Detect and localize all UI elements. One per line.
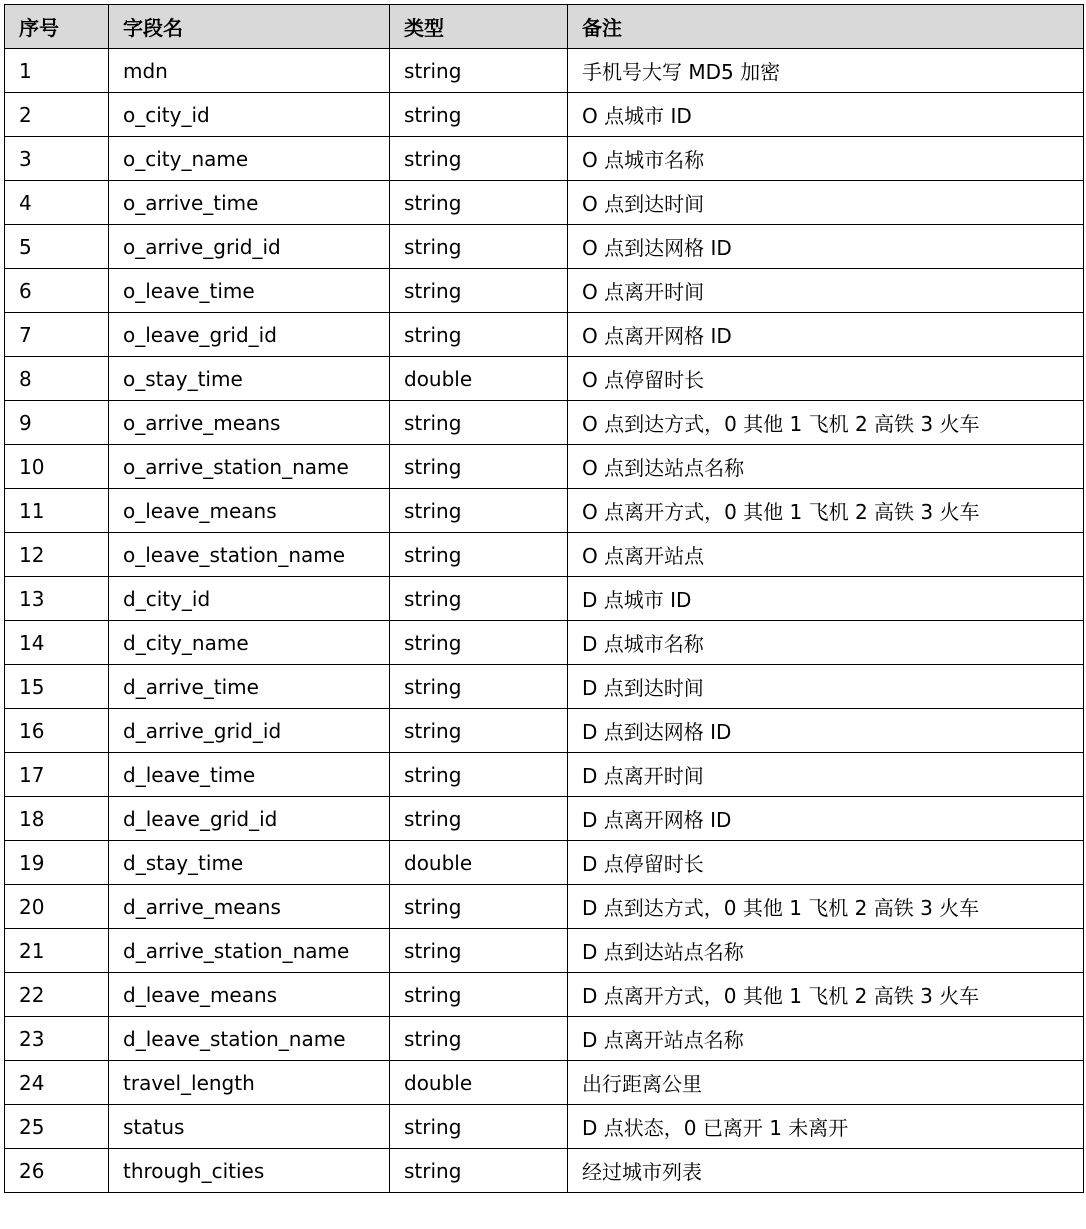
cell-remark: D 点离开时间 (568, 753, 1084, 797)
cell-type: string (390, 1149, 568, 1193)
cell-remark: O 点离开网格 ID (568, 313, 1084, 357)
cell-field-name: o_city_id (109, 93, 390, 137)
cell-index: 22 (5, 973, 109, 1017)
cell-remark: D 点离开网格 ID (568, 797, 1084, 841)
cell-field-name: d_city_id (109, 577, 390, 621)
cell-field-name: o_city_name (109, 137, 390, 181)
cell-type: double (390, 1061, 568, 1105)
cell-remark: O 点离开方式，0 其他 1 飞机 2 高铁 3 火车 (568, 489, 1084, 533)
table-row (5, 1017, 1084, 1061)
cell-remark: O 点城市名称 (568, 137, 1084, 181)
table-header-row (5, 5, 1084, 49)
table-row (5, 401, 1084, 445)
cell-remark: O 点到达方式，0 其他 1 飞机 2 高铁 3 火车 (568, 401, 1084, 445)
table-row (5, 225, 1084, 269)
cell-index: 3 (5, 137, 109, 181)
cell-type: double (390, 841, 568, 885)
cell-field-name: o_leave_station_name (109, 533, 390, 577)
table-row (5, 445, 1084, 489)
cell-type: string (390, 445, 568, 489)
cell-type: string (390, 93, 568, 137)
cell-index: 7 (5, 313, 109, 357)
cell-index: 21 (5, 929, 109, 973)
table-row (5, 49, 1084, 93)
cell-remark: D 点离开方式，0 其他 1 飞机 2 高铁 3 火车 (568, 973, 1084, 1017)
table-row (5, 665, 1084, 709)
table-row (5, 621, 1084, 665)
cell-type: string (390, 533, 568, 577)
cell-field-name: through_cities (109, 1149, 390, 1193)
header-remark: 备注 (568, 5, 1084, 49)
cell-index: 12 (5, 533, 109, 577)
cell-field-name: d_leave_means (109, 973, 390, 1017)
cell-index: 11 (5, 489, 109, 533)
table-row (5, 181, 1084, 225)
cell-remark: O 点到达时间 (568, 181, 1084, 225)
cell-remark: 出行距离公里 (568, 1061, 1084, 1105)
cell-remark: 经过城市列表 (568, 1149, 1084, 1193)
cell-index: 5 (5, 225, 109, 269)
table-body (5, 49, 1084, 1193)
cell-index: 13 (5, 577, 109, 621)
cell-remark: D 点城市名称 (568, 621, 1084, 665)
cell-index: 9 (5, 401, 109, 445)
cell-type: string (390, 1017, 568, 1061)
cell-type: string (390, 49, 568, 93)
cell-index: 18 (5, 797, 109, 841)
cell-field-name: o_arrive_time (109, 181, 390, 225)
cell-remark: O 点停留时长 (568, 357, 1084, 401)
table-row (5, 357, 1084, 401)
cell-type: string (390, 665, 568, 709)
cell-index: 1 (5, 49, 109, 93)
cell-remark: O 点城市 ID (568, 93, 1084, 137)
cell-index: 10 (5, 445, 109, 489)
cell-type: string (390, 401, 568, 445)
cell-field-name: d_arrive_station_name (109, 929, 390, 973)
cell-field-name: mdn (109, 49, 390, 93)
table-row (5, 533, 1084, 577)
cell-type: string (390, 753, 568, 797)
cell-type: double (390, 357, 568, 401)
cell-field-name: o_arrive_means (109, 401, 390, 445)
table-row (5, 577, 1084, 621)
cell-index: 24 (5, 1061, 109, 1105)
table-row (5, 137, 1084, 181)
header-field-name: 字段名 (109, 5, 390, 49)
cell-field-name: o_arrive_grid_id (109, 225, 390, 269)
cell-type: string (390, 269, 568, 313)
table-row (5, 1149, 1084, 1193)
table-row (5, 929, 1084, 973)
cell-index: 6 (5, 269, 109, 313)
cell-remark: O 点离开站点 (568, 533, 1084, 577)
cell-type: string (390, 313, 568, 357)
field-definition-table (4, 4, 1084, 1193)
cell-remark: D 点到达时间 (568, 665, 1084, 709)
cell-type: string (390, 489, 568, 533)
cell-remark: D 点到达站点名称 (568, 929, 1084, 973)
cell-remark: O 点到达网格 ID (568, 225, 1084, 269)
cell-index: 2 (5, 93, 109, 137)
cell-type: string (390, 225, 568, 269)
cell-index: 4 (5, 181, 109, 225)
table-row (5, 93, 1084, 137)
cell-index: 15 (5, 665, 109, 709)
cell-type: string (390, 1105, 568, 1149)
cell-field-name: travel_length (109, 1061, 390, 1105)
cell-remark: O 点离开时间 (568, 269, 1084, 313)
cell-field-name: d_arrive_grid_id (109, 709, 390, 753)
cell-type: string (390, 973, 568, 1017)
table-row (5, 973, 1084, 1017)
cell-field-name: d_leave_time (109, 753, 390, 797)
cell-remark: 手机号大写 MD5 加密 (568, 49, 1084, 93)
cell-field-name: o_leave_time (109, 269, 390, 313)
table-row (5, 313, 1084, 357)
cell-index: 16 (5, 709, 109, 753)
table-row (5, 1061, 1084, 1105)
cell-remark: D 点到达网格 ID (568, 709, 1084, 753)
cell-remark: D 点到达方式，0 其他 1 飞机 2 高铁 3 火车 (568, 885, 1084, 929)
cell-type: string (390, 181, 568, 225)
cell-field-name: d_stay_time (109, 841, 390, 885)
cell-index: 8 (5, 357, 109, 401)
cell-index: 17 (5, 753, 109, 797)
cell-remark: D 点离开站点名称 (568, 1017, 1084, 1061)
table-row (5, 1105, 1084, 1149)
table-row (5, 269, 1084, 313)
cell-remark: D 点城市 ID (568, 577, 1084, 621)
cell-remark: O 点到达站点名称 (568, 445, 1084, 489)
cell-field-name: d_arrive_time (109, 665, 390, 709)
header-type: 类型 (390, 5, 568, 49)
table-row (5, 797, 1084, 841)
page-edge-mark (1083, 320, 1084, 354)
cell-field-name: d_leave_station_name (109, 1017, 390, 1061)
cell-type: string (390, 137, 568, 181)
cell-index: 19 (5, 841, 109, 885)
table-row (5, 489, 1084, 533)
cell-field-name: o_leave_means (109, 489, 390, 533)
table-row (5, 841, 1084, 885)
cell-type: string (390, 709, 568, 753)
cell-type: string (390, 797, 568, 841)
table-row (5, 885, 1084, 929)
table-row (5, 753, 1084, 797)
cell-type: string (390, 577, 568, 621)
cell-index: 26 (5, 1149, 109, 1193)
cell-index: 23 (5, 1017, 109, 1061)
cell-index: 20 (5, 885, 109, 929)
cell-field-name: status (109, 1105, 390, 1149)
cell-index: 25 (5, 1105, 109, 1149)
cell-index: 14 (5, 621, 109, 665)
cell-field-name: d_arrive_means (109, 885, 390, 929)
cell-type: string (390, 885, 568, 929)
cell-field-name: o_leave_grid_id (109, 313, 390, 357)
table-row (5, 709, 1084, 753)
cell-field-name: d_leave_grid_id (109, 797, 390, 841)
header-index: 序号 (5, 5, 109, 49)
cell-field-name: o_stay_time (109, 357, 390, 401)
cell-field-name: o_arrive_station_name (109, 445, 390, 489)
cell-type: string (390, 621, 568, 665)
cell-remark: D 点状态，0 已离开 1 未离开 (568, 1105, 1084, 1149)
cell-type: string (390, 929, 568, 973)
cell-field-name: d_city_name (109, 621, 390, 665)
cell-remark: D 点停留时长 (568, 841, 1084, 885)
